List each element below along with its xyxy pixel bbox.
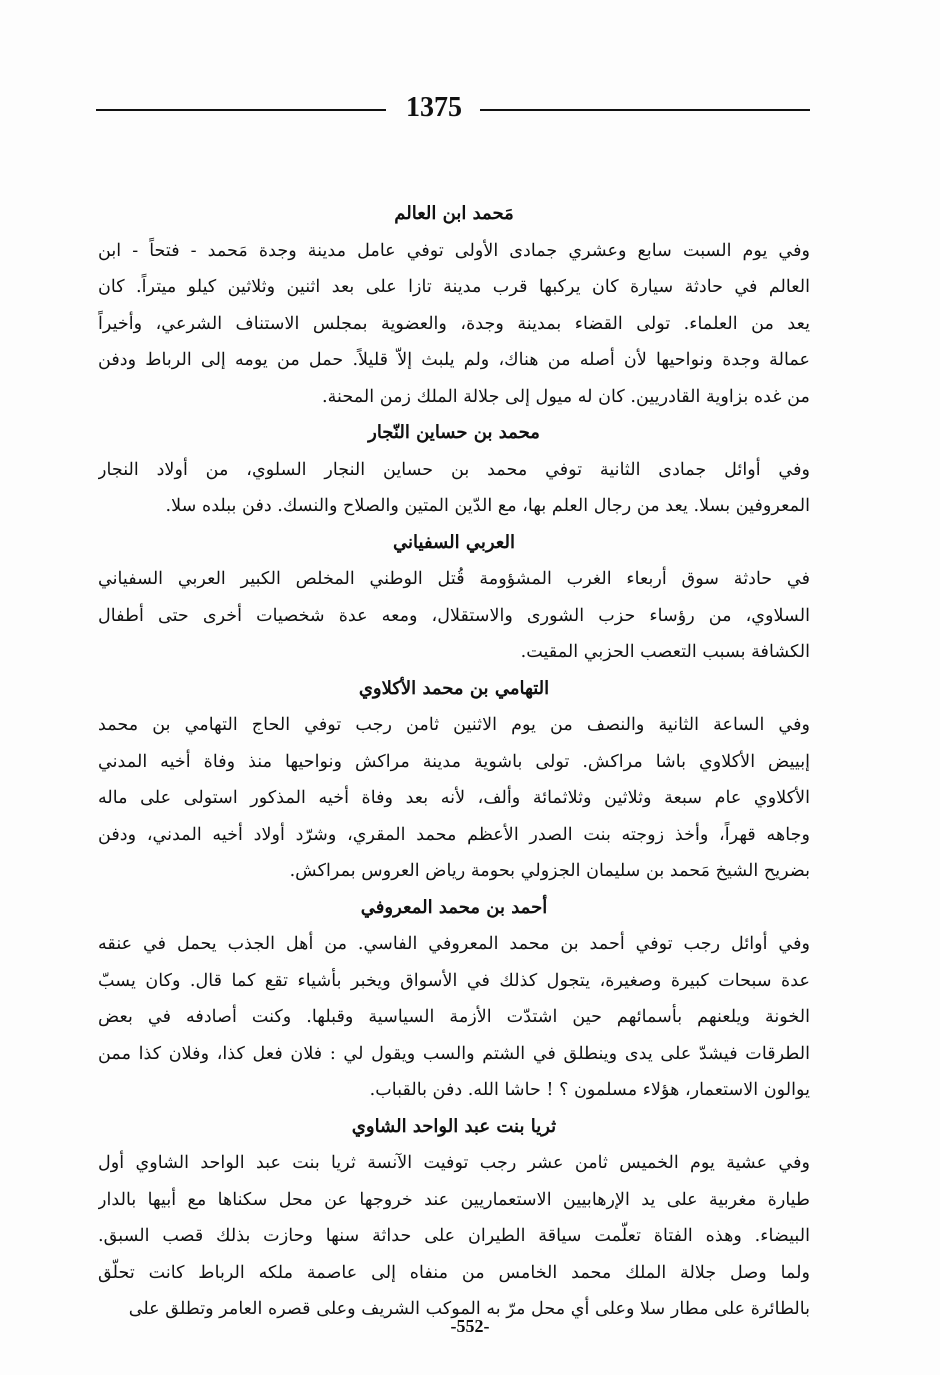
page-number-year: 1375: [406, 92, 462, 123]
obituary-entry: [98, 1109, 810, 1328]
entry-body: [98, 233, 810, 416]
entry-text-line: وجاهه قهراً، وأخذ زوجته بنت الصدر الأعظم محمد المقري، وشرّد أولاد أخيه المدني، ودفن: [98, 824, 810, 845]
header-rule-left: [96, 109, 386, 111]
entry-text-line: الخونة ويلعنهم بأسمائهم حين اشتدّت الأزمة السياسية وقبلها. وكنت أصادفه في بعض: [98, 1007, 810, 1027]
entry-text-line: إبييض الأكلاوي باشا مراكش. تولى باشوية مدينة مراكش ونواحيها منذ وفاة أخيه المدني: [98, 751, 810, 772]
entry-text-line: البيضاء. وهذه الفتاة تعلّمت سياقة الطيران على حداثة سنها وحازت بذلك قصب السبق.: [98, 1226, 810, 1246]
entry-text-line: من غده بزاوية القادريين. كان له ميول إلى جلالة الملك زمن المحنة.: [322, 386, 810, 407]
entry-title: التهامي بن محمد الأكلاوي: [358, 677, 550, 699]
entry-text-line: الكشافة بسبب التعصب الحزبي المقيت.: [520, 642, 810, 662]
entry-title: أحمد بن محمد المعروفي: [360, 896, 548, 918]
entry-body: [98, 561, 810, 671]
header-rule-right: [480, 109, 810, 111]
entry-text-line: يوالون الاستعمار، هؤلاء مسلمون ؟ ! حاشا الله. دفن بالقباب.: [369, 1080, 810, 1100]
entry-text-line: يعد من العلماء. تولى القضاء بمدينة وجدة، والعضوية بمجلس الاستناف الشرعي، وأخيراً: [98, 313, 810, 334]
entry-text-line: بالطائرة على مطار سلا وعلى أي محل مرّ به الموكب الشريف وعلى قصره العامر وتطلق على: [128, 1299, 810, 1319]
entry-text-line: وفي أوائل رجب توفي أحمد بن محمد المعروفي الفاسي. من أهل الجذب يحمل في عنقه: [98, 934, 810, 954]
entry-text-line: الأكلاوي عام سبعة وثلاثين وثلاثمائة وألف، لأنه بعد وفاة أخيه المذكور استولى على ماله: [98, 788, 810, 808]
entry-title: محمد بن حساين النّجار: [368, 422, 540, 443]
obituary-entry: [98, 415, 810, 525]
page-footer-number: -552-: [450, 1316, 490, 1336]
entry-text-line: الطرقات فيشدّ على يدى وينطلق في الشتم والسب ويقول لي : فلان فعل كذا، وفلان كذا ممن: [98, 1043, 810, 1064]
page-header: [96, 88, 810, 128]
entry-text-line: السلاوي، من رؤساء حزب الشورى والاستقلال، ومعه عدة شخصيات أخرى حتى أطفال: [98, 605, 810, 626]
entry-text-line: في حادثة سوق أربعاء الغرب المشؤومة قُتل الوطني المخلص الكبير العربي السفياني: [98, 569, 810, 589]
entry-title: ثريا بنت عبد الواحد الشاوي: [351, 1115, 557, 1137]
page-content: [98, 196, 810, 1328]
obituary-entry: [98, 525, 810, 671]
entry-text-line: وفي يوم السبت سابع وعشري جمادى الأولى توفي عامل مدينة وجدة مَحمد - فتحاً - ابن: [98, 240, 810, 261]
entry-text-line: عدة سبحات كبيرة وصغيرة، يتجول كذلك في الأسواق ويخبر بأشياء تقع كما قال. وكان يسبّ: [98, 970, 810, 991]
obituary-entry: [98, 196, 810, 415]
entry-text-line: طيارة مغربية على يد الإرهابيين الاستعماريين عند خروجها عن محل سكناها مع أبيها بالدار: [98, 1189, 810, 1210]
entry-text-line: بضريح الشيخ مَحمد بن سليمان الجزولي بحومة رياض العروس بمراكش.: [289, 861, 810, 881]
entry-body: [98, 926, 810, 1109]
entry-body: [98, 707, 810, 890]
entry-title: مَحمد ابن العالم: [394, 203, 514, 224]
entry-text-line: وفي أوائل جمادى الثانية توفي محمد بن حساين النجار السلوي، من أولاد النجار: [98, 459, 810, 480]
obituary-entry: [98, 671, 810, 890]
obituary-entry: [98, 890, 810, 1109]
entry-title: العربي السفياني: [393, 531, 515, 553]
entry-text-line: عمالة وجدة ونواحيها لأن أصله من هناك، ولم يلبث إلاّ قليلاً. حمل من يومه إلى الرباط ودفن: [98, 350, 810, 370]
entry-body: [98, 1145, 810, 1328]
entry-text-line: وفي الساعة الثانية والنصف من يوم الاثنين ثامن رجب توفي الحاج التهامي بن محمد: [98, 715, 810, 735]
entry-text-line: ولما وصل جلالة الملك محمد الخامس من منفاه إلى عاصمة ملكه الرباط كانت تحلّق: [98, 1262, 810, 1283]
entry-body: [98, 452, 810, 525]
entry-text-line: العالم في حادثة سيارة كان يركبها قرب مدينة تازا على بعد اثنين وثلاثين كيلو ميتراً. كان: [98, 277, 810, 297]
entry-text-line: وفي عشية يوم الخميس ثامن عشر رجب توفيت الآنسة ثريا بنت عبد الواحد الشاوي أول: [98, 1153, 810, 1173]
entry-text-line: المعروفين بسلا. يعد من رجال العلم بها، مع الدّين المتين والصلاح والنسك. دفن ببلده سلا.: [165, 496, 810, 516]
